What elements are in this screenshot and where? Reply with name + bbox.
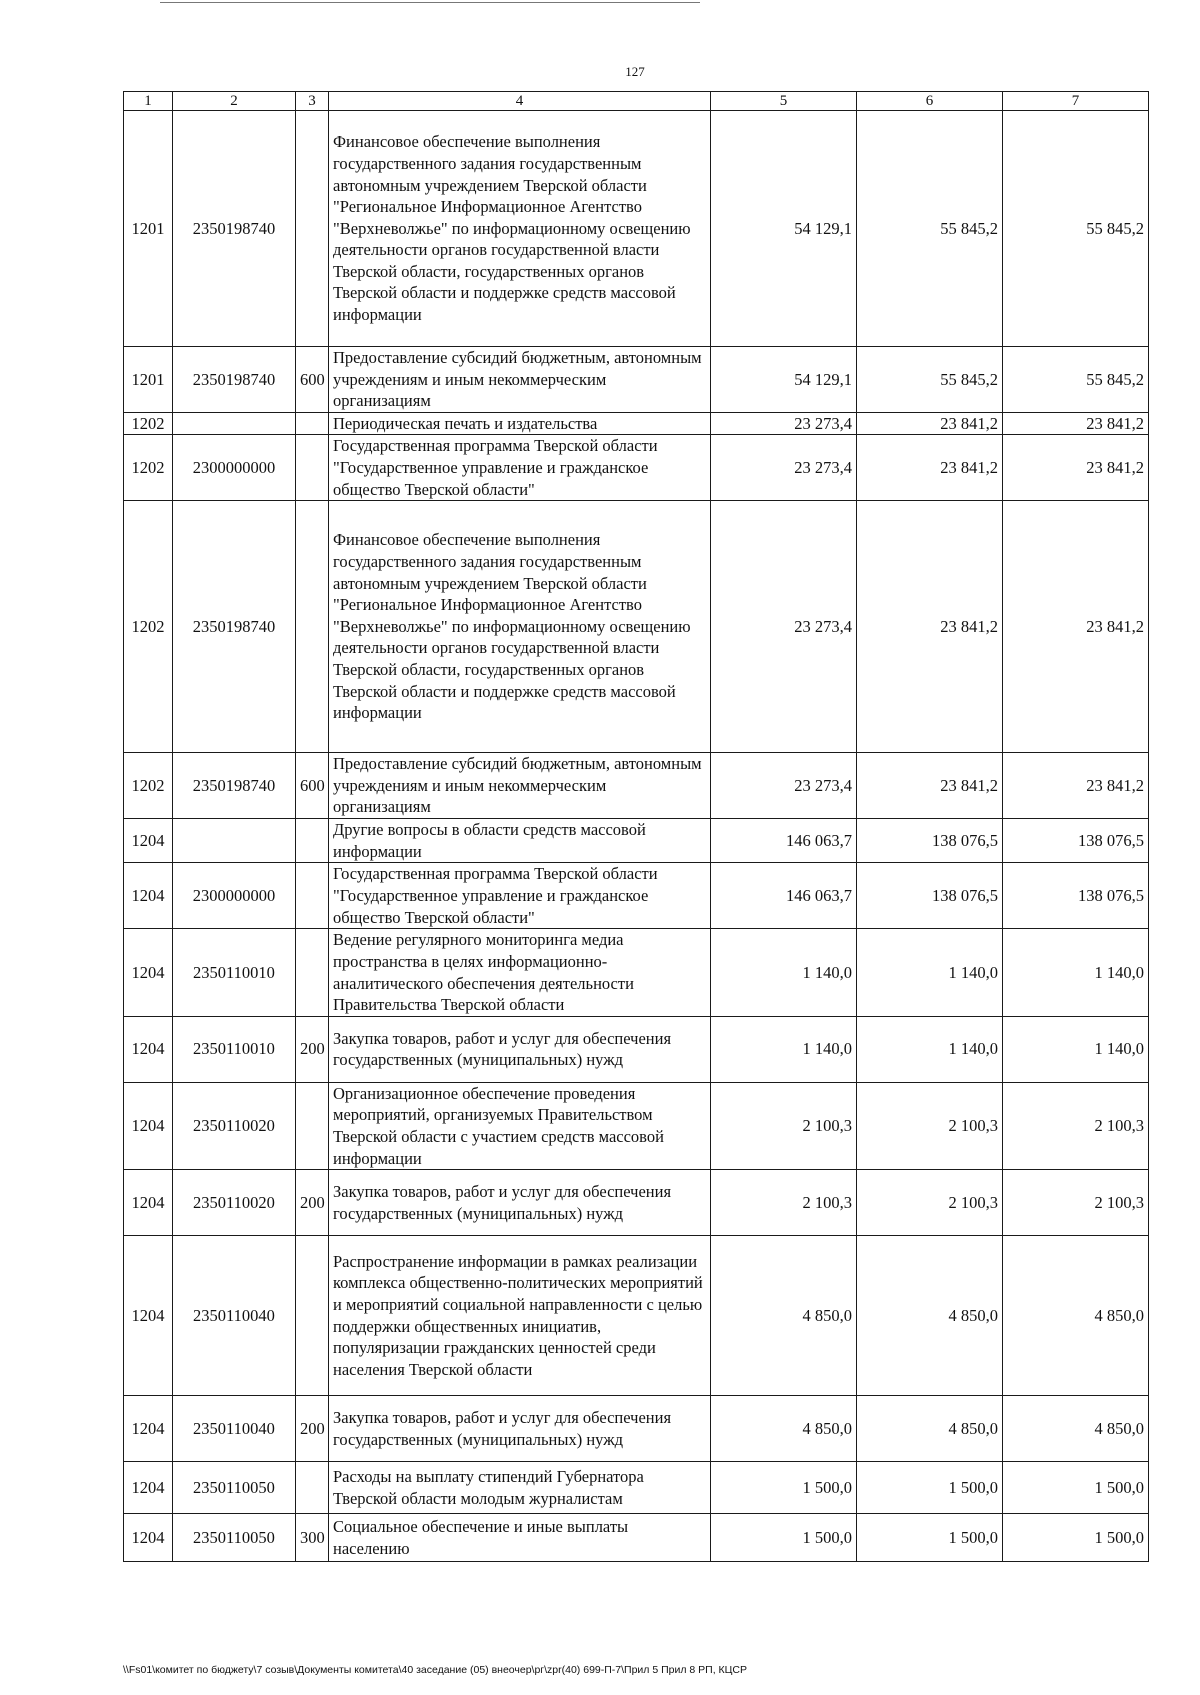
row-code: 2350110010	[173, 1016, 296, 1082]
row-amount-year-3: 138 076,5	[1003, 819, 1149, 863]
row-code: 2350110040	[173, 1396, 296, 1462]
row-expense-type: 600	[296, 753, 329, 819]
row-amount-year-1: 2 100,3	[711, 1170, 857, 1236]
row-section: 1202	[124, 435, 173, 501]
row-amount-year-3: 1 140,0	[1003, 1016, 1149, 1082]
row-code: 2350110040	[173, 1236, 296, 1396]
table-row	[124, 863, 1149, 929]
row-description: Ведение регулярного мониторинга медиа пространства в целях информационно-аналитического обеспечения деятельности Правительства Тверской области	[329, 929, 711, 1016]
row-expense-type	[296, 1462, 329, 1514]
row-section: 1204	[124, 1462, 173, 1514]
row-code: 2350110050	[173, 1514, 296, 1562]
row-amount-year-1: 23 273,4	[711, 501, 857, 753]
row-amount-year-2: 138 076,5	[857, 819, 1003, 863]
row-section: 1204	[124, 1236, 173, 1396]
row-description: Распространение информации в рамках реализации комплекса общественно-политических мероприятий и мероприятий социальной направленности с целью поддержки общественных инициатив, популяризации гражданских ценностей среди населения Тверской области	[329, 1236, 711, 1396]
row-amount-year-2: 55 845,2	[857, 111, 1003, 347]
header-col-4: 4	[329, 92, 711, 111]
row-amount-year-2: 1 140,0	[857, 1016, 1003, 1082]
row-amount-year-1: 2 100,3	[711, 1082, 857, 1169]
row-amount-year-2: 4 850,0	[857, 1236, 1003, 1396]
row-amount-year-3: 23 841,2	[1003, 501, 1149, 753]
row-amount-year-1: 23 273,4	[711, 753, 857, 819]
row-code: 2350198740	[173, 753, 296, 819]
table-row	[124, 1396, 1149, 1462]
table-row	[124, 1016, 1149, 1082]
row-section: 1202	[124, 501, 173, 753]
row-amount-year-3: 4 850,0	[1003, 1236, 1149, 1396]
row-amount-year-2: 4 850,0	[857, 1396, 1003, 1462]
row-description: Социальное обеспечение и иные выплаты населению	[329, 1514, 711, 1562]
row-amount-year-2: 2 100,3	[857, 1170, 1003, 1236]
row-description: Государственная программа Тверской области "Государственное управление и гражданское общество Тверской области"	[329, 863, 711, 929]
row-amount-year-1: 1 140,0	[711, 1016, 857, 1082]
row-code: 2350110010	[173, 929, 296, 1016]
row-amount-year-3: 23 841,2	[1003, 753, 1149, 819]
header-col-1: 1	[124, 92, 173, 111]
row-amount-year-1: 54 129,1	[711, 111, 857, 347]
row-amount-year-1: 4 850,0	[711, 1236, 857, 1396]
budget-table-body	[124, 92, 1149, 1562]
row-amount-year-3: 23 841,2	[1003, 435, 1149, 501]
row-amount-year-1: 4 850,0	[711, 1396, 857, 1462]
row-description: Предоставление субсидий бюджетным, автономным учреждениям и иным некоммерческим организациям	[329, 347, 711, 413]
row-expense-type	[296, 412, 329, 435]
row-description: Организационное обеспечение проведения мероприятий, организуемых Правительством Тверской области с участием средств массовой информации	[329, 1082, 711, 1169]
row-description: Финансовое обеспечение выполнения государственного задания государственным автономным учреждением Тверской области "Региональное Информационное Агентство "Верхневолжье" по информационному освещению деятельности органов государственной власти Тверской области, государственных органов Тверской области и поддержке средств массовой информации	[329, 501, 711, 753]
row-code: 2350110020	[173, 1170, 296, 1236]
row-code: 2350198740	[173, 111, 296, 347]
row-expense-type	[296, 501, 329, 753]
table-row	[124, 412, 1149, 435]
row-amount-year-2: 23 841,2	[857, 412, 1003, 435]
table-row	[124, 111, 1149, 347]
row-section: 1202	[124, 753, 173, 819]
table-header-row	[124, 92, 1149, 111]
row-amount-year-2: 23 841,2	[857, 435, 1003, 501]
table-row	[124, 435, 1149, 501]
table-row	[124, 1170, 1149, 1236]
row-section: 1204	[124, 929, 173, 1016]
table-row	[124, 1236, 1149, 1396]
row-code: 2300000000	[173, 435, 296, 501]
row-expense-type: 300	[296, 1514, 329, 1562]
row-expense-type: 600	[296, 347, 329, 413]
row-amount-year-3: 55 845,2	[1003, 111, 1149, 347]
header-col-7: 7	[1003, 92, 1149, 111]
row-description: Предоставление субсидий бюджетным, автономным учреждениям и иным некоммерческим организациям	[329, 753, 711, 819]
row-code	[173, 819, 296, 863]
header-col-6: 6	[857, 92, 1003, 111]
row-amount-year-1: 1 140,0	[711, 929, 857, 1016]
row-description: Расходы на выплату стипендий Губернатора Тверской области молодым журналистам	[329, 1462, 711, 1514]
header-col-5: 5	[711, 92, 857, 111]
row-code	[173, 412, 296, 435]
page-number: 127	[625, 64, 645, 79]
row-section: 1204	[124, 1170, 173, 1236]
header-col-2: 2	[173, 92, 296, 111]
row-section: 1202	[124, 412, 173, 435]
footer-file-path: \\Fs01\комитет по бюджету\7 созыв\Документы комитета\40 заседание (05) внеочер\рг\zpr(40) 699-П-7\Прил 5 Прил 8 РП, КЦСР	[123, 1664, 748, 1676]
header-col-3: 3	[296, 92, 329, 111]
row-section: 1204	[124, 1016, 173, 1082]
row-amount-year-3: 2 100,3	[1003, 1170, 1149, 1236]
table-row	[124, 501, 1149, 753]
row-expense-type	[296, 863, 329, 929]
row-description: Государственная программа Тверской области "Государственное управление и гражданское общество Тверской области"	[329, 435, 711, 501]
row-expense-type: 200	[296, 1016, 329, 1082]
row-expense-type: 200	[296, 1170, 329, 1236]
row-amount-year-2: 1 500,0	[857, 1514, 1003, 1562]
row-code: 2350110020	[173, 1082, 296, 1169]
row-expense-type	[296, 819, 329, 863]
row-amount-year-3: 4 850,0	[1003, 1396, 1149, 1462]
row-amount-year-3: 138 076,5	[1003, 863, 1149, 929]
row-amount-year-2: 138 076,5	[857, 863, 1003, 929]
row-section: 1204	[124, 819, 173, 863]
row-amount-year-2: 2 100,3	[857, 1082, 1003, 1169]
row-amount-year-2: 1 140,0	[857, 929, 1003, 1016]
row-expense-type: 200	[296, 1396, 329, 1462]
table-row	[124, 1082, 1149, 1169]
row-section: 1204	[124, 863, 173, 929]
row-amount-year-2: 55 845,2	[857, 347, 1003, 413]
row-expense-type	[296, 929, 329, 1016]
row-code: 2350198740	[173, 347, 296, 413]
row-code: 2300000000	[173, 863, 296, 929]
row-code: 2350110050	[173, 1462, 296, 1514]
row-description: Закупка товаров, работ и услуг для обеспечения государственных (муниципальных) нужд	[329, 1016, 711, 1082]
row-amount-year-3: 1 140,0	[1003, 929, 1149, 1016]
table-row	[124, 1514, 1149, 1562]
budget-table	[123, 91, 1149, 1562]
row-section: 1204	[124, 1082, 173, 1169]
row-amount-year-1: 146 063,7	[711, 863, 857, 929]
row-expense-type	[296, 1082, 329, 1169]
row-amount-year-1: 146 063,7	[711, 819, 857, 863]
row-section: 1201	[124, 347, 173, 413]
row-description: Периодическая печать и издательства	[329, 412, 711, 435]
table-row	[124, 1462, 1149, 1514]
row-expense-type	[296, 435, 329, 501]
table-row	[124, 753, 1149, 819]
table-row	[124, 929, 1149, 1016]
row-description: Финансовое обеспечение выполнения государственного задания государственным автономным учреждением Тверской области "Региональное Информационное Агентство "Верхневолжье" по информационному освещению деятельности органов государственной власти Тверской области, государственных органов Тверской области и поддержке средств массовой информации	[329, 111, 711, 347]
row-amount-year-1: 23 273,4	[711, 435, 857, 501]
row-description: Закупка товаров, работ и услуг для обеспечения государственных (муниципальных) нужд	[329, 1170, 711, 1236]
row-amount-year-3: 23 841,2	[1003, 412, 1149, 435]
row-amount-year-2: 23 841,2	[857, 753, 1003, 819]
row-amount-year-3: 1 500,0	[1003, 1462, 1149, 1514]
row-amount-year-1: 1 500,0	[711, 1514, 857, 1562]
row-amount-year-3: 55 845,2	[1003, 347, 1149, 413]
row-code: 2350198740	[173, 501, 296, 753]
top-edge-rule	[160, 2, 700, 3]
row-amount-year-3: 2 100,3	[1003, 1082, 1149, 1169]
row-expense-type	[296, 1236, 329, 1396]
row-section: 1201	[124, 111, 173, 347]
row-description: Другие вопросы в области средств массовой информации	[329, 819, 711, 863]
table-row	[124, 819, 1149, 863]
row-amount-year-3: 1 500,0	[1003, 1514, 1149, 1562]
row-description: Закупка товаров, работ и услуг для обеспечения государственных (муниципальных) нужд	[329, 1396, 711, 1462]
row-amount-year-1: 1 500,0	[711, 1462, 857, 1514]
row-amount-year-2: 1 500,0	[857, 1462, 1003, 1514]
row-expense-type	[296, 111, 329, 347]
row-amount-year-1: 23 273,4	[711, 412, 857, 435]
row-amount-year-1: 54 129,1	[711, 347, 857, 413]
row-amount-year-2: 23 841,2	[857, 501, 1003, 753]
row-section: 1204	[124, 1396, 173, 1462]
table-row	[124, 347, 1149, 413]
row-section: 1204	[124, 1514, 173, 1562]
